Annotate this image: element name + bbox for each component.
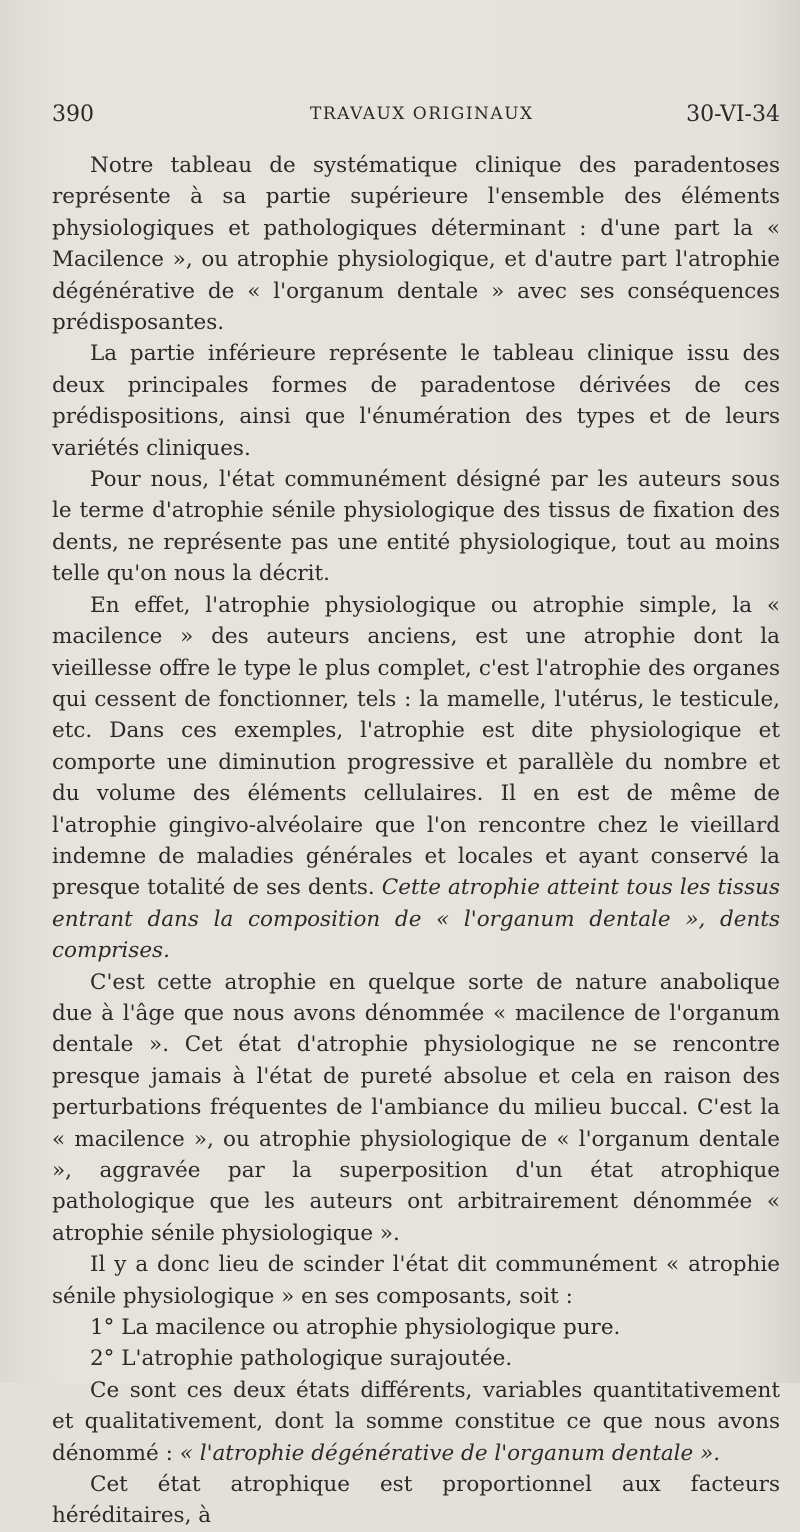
- paragraph-2: La partie inférieure représente le tableau clinique issu des deux principales formes de paradentose dérivées de ces prédispositions, ainsi que l'énumération des types et de leurs variétés cliniques.: [52, 341, 780, 461]
- list-item-1: 1° La macilence ou atrophie physiologique pure.: [90, 1315, 621, 1341]
- paragraph-4-text: En effet, l'atrophie physiologique ou atrophie simple, la « macilence » des auteurs anciens, est une atrophie dont la vieillesse offre le type le plus complet, c'est l'atrophie des organes qui cessent de fonctionner, tels : la mamelle, l'utérus, le testicule, etc. Dans ces exemples, l'atrophie est dite physiologique et comporte une diminution progressive et parallèle du nombre et du volume des éléments cellulaires. Il en est de même de l'atrophie gingivo-alvéolaire que l'on rencontre chez le vieillard indemne de maladies générales et locales et ayant conservé la presque totalité de ses dents.: [52, 592, 780, 901]
- page-number: 390: [52, 102, 94, 127]
- list-item-2: 2° L'atrophie pathologique surajoutée.: [90, 1346, 513, 1372]
- issue-date: 30-VI-34: [686, 102, 780, 127]
- body-text: [52, 150, 780, 1532]
- page-header: [52, 100, 780, 134]
- paragraph-1: Notre tableau de systématique clinique des paradentoses représente à sa partie supérieure l'ensemble des éléments physiologiques et pathologiques déterminant : d'une part la « Macilence », ou atrophie physiologique, et d'autre part l'atrophie dégénérative de « l'organum dentale » avec ses conséquences prédisposantes.: [52, 153, 780, 336]
- paragraph-3: Pour nous, l'état communément désigné par les auteurs sous le terme d'atrophie sénile physiologique des tissus de fixation des dents, ne représente pas une entité physiologique, tout au moins telle qu'on nous la décrit.: [52, 467, 780, 587]
- paragraph-4-italic: Cette atrophie atteint tous les tissus entrant dans la composition de « l'organum dentale », dents comprises.: [52, 875, 780, 964]
- paragraph-7-italic: « l'atrophie dégénérative de l'organum dentale ».: [179, 1440, 721, 1466]
- paragraph-7-text: Ce sont ces deux états différents, variables quantitativement et qualitativement, dont la somme constitue ce que nous avons dénommé :: [52, 1377, 780, 1466]
- paragraph-8: Cet état atrophique est proportionnel aux facteurs héréditaires, à: [52, 1472, 780, 1529]
- running-title: TRAVAUX ORIGINAUX: [310, 104, 534, 124]
- paragraph-7: [52, 1375, 780, 1469]
- paragraph-5: C'est cette atrophie en quelque sorte de nature anabolique due à l'âge que nous avons dénommée « macilence de l'organum dentale ». Cet état d'atrophie physiologique ne se rencontre presque jamais à l'état de pureté absolue et cela en raison des perturbations fréquentes de l'ambiance du milieu buccal. C'est la « macilence », ou atrophie physiologique de « l'organum dentale », aggravée par la superposition d'un état atrophique pathologique que les auteurs ont arbitrairement dénommée « atrophie sénile physiologique ».: [52, 969, 780, 1246]
- paragraph-4: [52, 590, 780, 967]
- paragraph-6: Il y a donc lieu de scinder l'état dit communément « atrophie sénile physiologique » en ses composants, soit :: [52, 1252, 780, 1309]
